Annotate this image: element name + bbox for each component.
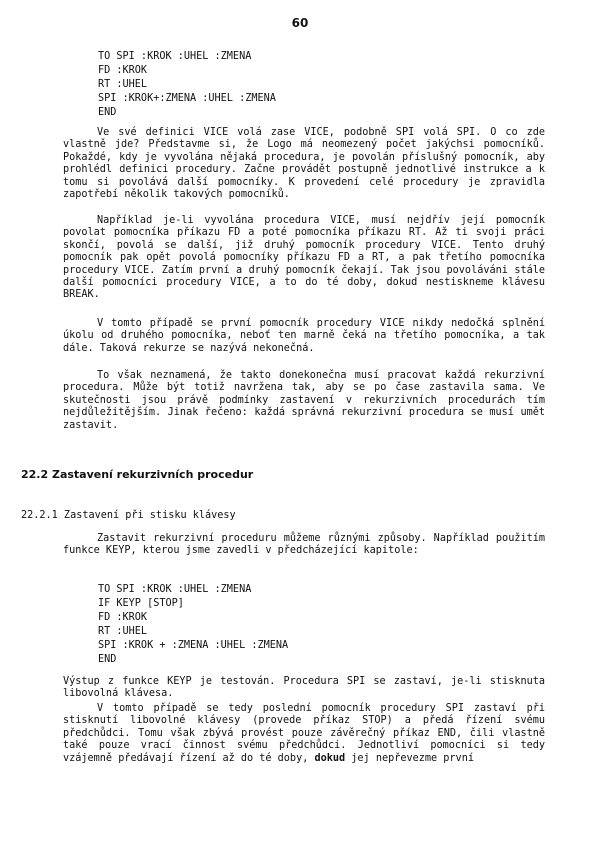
paragraph-6	[63, 676, 545, 701]
page-number: 60	[291, 16, 309, 30]
paragraph-2	[63, 215, 545, 302]
paragraph-text: To však neznamená, že takto donekonečna musí pracovat každá rekurzivní procedura. Může být totiž navržena tak, aby se po čase zastavila sama. Ve skutečnosti jsou právě podmínky zastavení v rekurzivních procedurách tím nejdůležitějším. Jinak řečeno: každá správná rekurzivní procedura se musí umět zastavit.	[63, 370, 545, 431]
paragraph-text: jej nepřevezme první	[345, 752, 474, 764]
paragraph-7	[63, 703, 545, 765]
paragraph-4	[63, 370, 545, 432]
code-line: SPI :KROK + :ZMENA :UHEL :ZMENA	[98, 640, 289, 651]
paragraph-text: V tomto případě se první pomocník procedury VICE nikdy nedočká splnění úkolu od druhého pomocníka, neboť ten marně čeká na třetího pomocníka, a tak dále. Taková rekurze se nazývá nekonečná.	[63, 318, 545, 354]
paragraph-text: Například je-li vyvolána procedura VICE, musí nejdřív její pomocník povolat pomocníka příkazu FD a poté pomocníka příkazu RT. Až ti svoji práci skončí, povolá se další, již druhý pomocník procedury VICE. Tento druhý pomocník pak opět povolá pomocníky příkazu FD a RT, a pak třetího pomocníka procedury VICE. Zatím první a druhý pomocník čekají. Tak jsou povoláváni stále další pomocníci procedury VICE, a to do té doby, dokud nestiskneme klávesu BREAK.	[63, 215, 545, 301]
code-line: END	[98, 107, 117, 118]
code-line: RT :UHEL	[98, 79, 148, 90]
paragraph-text: Ve své definici VICE volá zase VICE, podobně SPI volá SPI. O co zde vlastně jde? Představme si, že Logo má neomezený počet jakýchsi pomocníků. Pokaždé, kdy je vyvolána nějaká procedura, je povolán příslušný pomocník, aby prohlédl definici procedury. Začne provádět postupně jednotlivé instrukce a k tomu si povolává další pomocníky. K provedení celé procedury je zpravidla zapotřebí několik takových pomocníků.	[63, 127, 545, 201]
paragraph-text: Výstup z funkce KEYP je testován. Procedura SPI se zastaví, je-li stisknuta libovolná klávesa.	[63, 676, 545, 700]
code-line: TO SPI :KROK :UHEL :ZMENA	[98, 584, 252, 595]
subsection-heading: 22.2.1 Zastavení při stisku klávesy	[21, 510, 236, 521]
code-line: FD :KROK	[98, 65, 148, 76]
section-heading: 22.2 Zastavení rekurzivních procedur	[21, 468, 254, 481]
code-line: END	[98, 654, 117, 665]
paragraph-text: V tomto případě se tedy poslední pomocník procedury SPI zastaví při stisknutí libovolné klávesy (provede příkaz STOP) a předá řízení svému předchůdci. Tomu však zbývá provést pouze závěrečný příkaz END, čili vlastně také pouze vrací činnost svému předchůdci. Jednotliví pomocníci si tedy vzájemně předávají řízení až do té doby,	[63, 703, 545, 764]
code-line: IF KEYP [STOP]	[98, 598, 184, 609]
emphasis-text: dokud	[314, 752, 346, 764]
code-line: RT :UHEL	[98, 626, 148, 637]
paragraph-3	[63, 318, 545, 355]
paragraph-text: Zastavit rekurzivní proceduru můžeme různými způsoby. Například použitím funkce KEYP, kterou jsme zavedli v předcházející kapitole:	[63, 533, 545, 557]
paragraph-5	[63, 533, 545, 558]
paragraph-1	[63, 127, 545, 201]
code-line: FD :KROK	[98, 612, 148, 623]
code-line: SPI :KROK+:ZMENA :UHEL :ZMENA	[98, 93, 276, 104]
code-line: TO SPI :KROK :UHEL :ZMENA	[98, 51, 252, 62]
